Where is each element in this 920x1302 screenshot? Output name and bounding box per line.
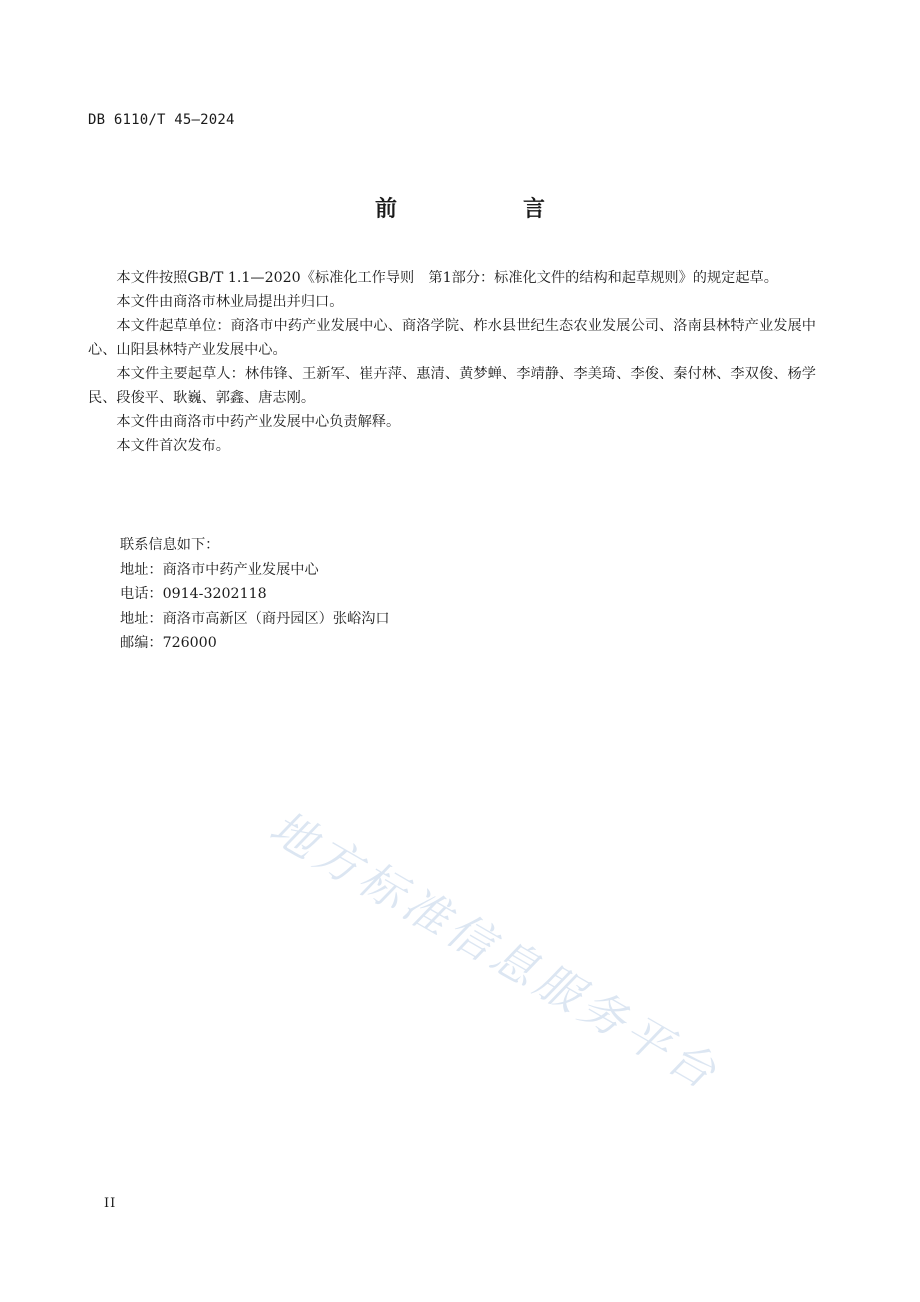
contact-address-1: 地址：商洛市中药产业发展中心 xyxy=(120,561,319,578)
paragraph-drafting-units: 本文件起草单位：商洛市中药产业发展中心、商洛学院、柞水县世纪生态农业发展公司、洛南县林特产业发展中心、山阳县林特产业发展中心。 xyxy=(88,318,816,358)
paragraph-main-drafters: 本文件主要起草人：林伟锋、王新军、崔卉萍、惠清、黄梦蝉、李靖静、李美琦、李俊、秦付林、李双俊、杨学民、段俊平、耿巍、郭鑫、唐志刚。 xyxy=(88,366,816,406)
paragraph-interpretation: 本文件由商洛市中药产业发展中心负责解释。 xyxy=(116,414,401,430)
contact-address-2: 地址：商洛市高新区（商丹园区）张峪沟口 xyxy=(120,610,390,627)
watermark: 地方标准信息服务平台 xyxy=(261,800,730,1102)
page-number: II xyxy=(104,1196,117,1211)
page-title: 前 言 xyxy=(374,197,597,222)
paragraph-first-release: 本文件首次发布。 xyxy=(116,438,230,454)
paragraph-drafting-rules: 本文件按照GB/T 1.1—2020《标准化工作导则 第1部分：标准化文件的结构和起草规则》的规定起草。 xyxy=(116,270,778,286)
standard-code: DB 6110/T 45—2024 xyxy=(88,112,235,128)
contact-heading: 联系信息如下： xyxy=(120,537,220,553)
paragraph-proposer: 本文件由商洛市林业局提出并归口。 xyxy=(116,294,344,310)
foreword-body xyxy=(88,266,816,458)
contact-phone: 电话：0914-3202118 xyxy=(120,586,267,602)
contact-info xyxy=(120,533,390,656)
contact-postcode: 邮编：726000 xyxy=(120,635,217,651)
